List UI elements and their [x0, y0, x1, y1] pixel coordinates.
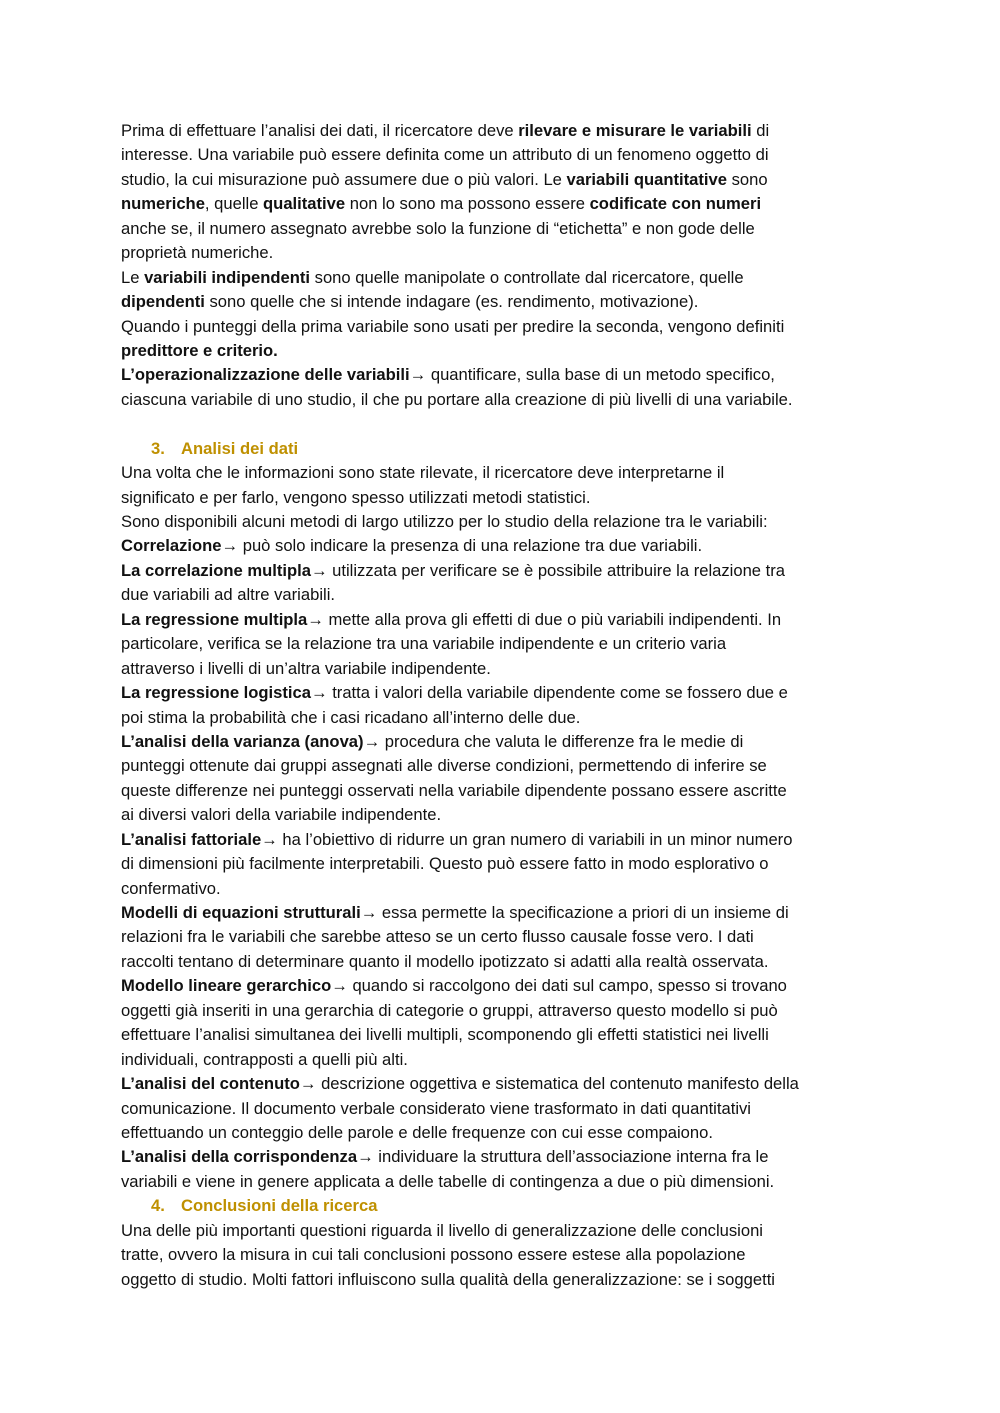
- document-page: [121, 119, 891, 1292]
- text-line: [121, 632, 891, 656]
- section-heading: [121, 1194, 891, 1218]
- text-run: sono quelle che si intende indagare (es. rendimento, motivazione).: [204, 292, 699, 312]
- text-line: [121, 901, 891, 925]
- text-line: [121, 339, 891, 363]
- bold-term: Modelli di equazioni strutturali: [121, 903, 361, 922]
- text-line: [121, 657, 891, 681]
- text-run: ai diversi valori della variabile indipendente.: [121, 805, 442, 825]
- text-run: Sono disponibili alcuni metodi di largo utilizzo per lo studio della relazione tra le variabili:: [121, 512, 768, 531]
- text-run: → mette alla prova gli effetti di due o più variabili indipendenti. In: [307, 609, 782, 629]
- bold-term: dipendenti: [121, 292, 205, 312]
- bold-term: variabili indipendenti: [144, 267, 311, 287]
- text-line: [121, 974, 891, 998]
- text-run: Le: [121, 267, 145, 287]
- text-run: oggetti già inseriti in una gerarchia di categorie o gruppi, attraverso questo modello si può: [121, 1000, 778, 1020]
- text-line: [121, 681, 891, 705]
- text-run: non lo sono ma possono essere: [345, 194, 590, 214]
- text-run: effettuare l’analisi simultanea dei livelli multipli, scomponendo gli effetti statistici nei livelli: [121, 1025, 769, 1045]
- text-line: [121, 1243, 891, 1267]
- text-line: [121, 1170, 891, 1194]
- text-run: oggetto di studio. Molti fattori influiscono sulla qualità della generalizzazione: se i soggetti: [121, 1269, 775, 1289]
- text-run: Quando i punteggi della prima variabile sono usati per predire la seconda, vengono definiti: [121, 316, 785, 336]
- text-run: comunicazione. Il documento verbale considerato viene trasformato in dati quantitativi: [121, 1098, 751, 1118]
- text-line: [121, 1145, 891, 1169]
- text-run: confermativo.: [121, 878, 221, 898]
- text-line: [121, 1023, 891, 1047]
- text-line: [121, 925, 891, 949]
- section-title: Analisi dei dati: [181, 438, 299, 458]
- text-line: [121, 730, 891, 754]
- text-line: [121, 461, 891, 485]
- text-run: di dimensioni più facilmente interpretabili. Questo può essere fatto in modo esplorativo o: [121, 854, 769, 874]
- section-number: 3.: [151, 438, 165, 458]
- bold-term: predittore e criterio.: [121, 340, 278, 360]
- text-run: attraverso i livelli di un’altra variabile indipendente.: [121, 658, 491, 678]
- bold-term: La regressione logistica: [121, 683, 311, 703]
- section-number: 4.: [151, 1196, 165, 1216]
- text-line: [121, 363, 891, 387]
- bold-term: La regressione multipla: [121, 609, 308, 629]
- section-heading: [121, 437, 891, 461]
- text-run: particolare, verifica se la relazione tra una variabile indipendente e un criterio varia: [121, 634, 727, 654]
- text-line: [121, 192, 891, 216]
- text-run: effettuando un conteggio delle parole e delle frequenze con cui esse compaiono.: [121, 1122, 713, 1142]
- text-run: Una delle più importanti questioni riguarda il livello di generalizzazione delle conclusioni: [121, 1220, 763, 1240]
- text-run: → utilizzata per verificare se è possibile attribuire la relazione tra: [310, 560, 786, 580]
- bold-term: L’analisi della corrispondenza: [121, 1147, 358, 1167]
- text-line: [121, 999, 891, 1023]
- text-run: studio, la cui misurazione può assumere due o più valori. Le: [121, 169, 567, 189]
- text-line: [121, 1121, 891, 1145]
- text-run: punteggi ottenute dai gruppi assegnati alle diverse condizioni, permettendo di inferire se: [121, 756, 767, 776]
- text-line: [121, 583, 891, 607]
- text-run: significato e per farlo, vengono spesso utilizzati metodi statistici.: [121, 487, 591, 507]
- text-line: [121, 486, 891, 510]
- bold-term: Modello lineare gerarchico: [121, 976, 332, 996]
- text-run: queste differenze nei punteggi osservati nella variabile dipendente possano essere ascritte: [121, 780, 787, 800]
- text-run: poi stima la probabilità che i casi ricadano all’interno delle due.: [121, 707, 581, 727]
- text-run: ciascuna variabile di uno studio, il che pu portare alla creazione di più livelli di una variabile.: [121, 389, 793, 409]
- text-run: sono quelle manipolate o controllate dal ricercatore, quelle: [310, 267, 744, 287]
- text-line: [121, 803, 891, 827]
- text-run: sono: [726, 169, 768, 189]
- text-line: [121, 608, 891, 632]
- text-line: [121, 510, 891, 534]
- bold-term: L’analisi della varianza (anova): [121, 731, 364, 751]
- text-line: [121, 1072, 891, 1096]
- blank-line: [121, 412, 891, 436]
- bold-term: Correlazione: [121, 536, 222, 556]
- text-line: [121, 266, 891, 290]
- text-run: variabili e viene in genere applicata a delle tabelle di contingenza a due o più dimensioni.: [121, 1171, 775, 1191]
- text-line: [121, 168, 891, 192]
- text-line: [121, 315, 891, 339]
- text-run: interesse. Una variabile può essere definita come un attributo di un fenomeno oggetto di: [121, 145, 769, 165]
- bold-term: numeriche: [121, 194, 205, 214]
- bold-term: codificate con numeri: [589, 194, 762, 214]
- text-line: [121, 754, 891, 778]
- text-line: [121, 1219, 891, 1243]
- text-run: , quelle: [204, 194, 264, 214]
- text-run: → quando si raccolgono dei dati sul campo, spesso si trovano: [331, 976, 787, 996]
- text-run: → quantificare, sulla base di un metodo specifico,: [409, 365, 775, 385]
- text-run: → tratta i valori della variabile dipendente come se fossero due e: [310, 683, 788, 703]
- text-line: [121, 706, 891, 730]
- text-line: [121, 1268, 891, 1292]
- text-line: [121, 877, 891, 901]
- text-run: → può solo indicare la presenza di una relazione tra due variabili.: [221, 536, 703, 556]
- text-run: proprietà numeriche.: [121, 243, 274, 263]
- text-line: [121, 119, 891, 143]
- text-line: [121, 1048, 891, 1072]
- bold-term: La correlazione multipla: [121, 560, 311, 580]
- text-run: di: [751, 121, 770, 140]
- bold-term: L’operazionalizzazione delle variabili: [121, 365, 410, 385]
- text-line: [121, 241, 891, 265]
- text-line: [121, 828, 891, 852]
- text-line: [121, 143, 891, 167]
- bold-term: rilevare e misurare le variabili: [518, 121, 752, 140]
- text-line: [121, 852, 891, 876]
- text-run: → essa permette la specificazione a priori di un insieme di: [360, 903, 789, 922]
- text-run: → procedura che valuta le differenze fra le medie di: [363, 731, 744, 751]
- bold-term: qualitative: [263, 194, 346, 214]
- text-run: → descrizione oggettiva e sistematica del contenuto manifesto della: [299, 1074, 799, 1094]
- text-line: [121, 559, 891, 583]
- text-run: raccolti tentano di determinare quanto il modello ipotizzato si adatti alla realtà osservata.: [121, 951, 769, 971]
- text-run: relazioni fra le variabili che sarebbe atteso se un certo flusso causale fosse vero. I dati: [121, 927, 754, 947]
- text-run: due variabili ad altre variabili.: [121, 585, 335, 605]
- text-line: [121, 779, 891, 803]
- text-line: [121, 290, 891, 314]
- text-run: anche se, il numero assegnato avrebbe solo la funzione di “etichetta” e non gode delle: [121, 218, 755, 238]
- text-run: Una volta che le informazioni sono state rilevate, il ricercatore deve interpretarne il: [121, 463, 725, 483]
- text-line: [121, 950, 891, 974]
- text-run: Prima di effettuare l’analisi dei dati, il ricercatore deve: [121, 121, 519, 140]
- text-run: → individuare la struttura dell’associazione interna fra le: [357, 1147, 769, 1167]
- text-run: → ha l’obiettivo di ridurre un gran numero di variabili in un minor numero: [261, 829, 793, 849]
- text-line: [121, 388, 891, 412]
- bold-term: L’analisi del contenuto: [121, 1074, 300, 1094]
- text-run: individuali, contrapposti a quelli più alti.: [121, 1049, 408, 1069]
- section-title: Conclusioni della ricerca: [181, 1196, 378, 1216]
- text-line: [121, 534, 891, 558]
- text-run: tratte, ovvero la misura in cui tali conclusioni possono essere estese alla popolazione: [121, 1245, 746, 1265]
- bold-term: L’analisi fattoriale: [121, 829, 262, 849]
- text-line: [121, 1097, 891, 1121]
- bold-term: variabili quantitative: [566, 169, 727, 189]
- text-line: [121, 217, 891, 241]
